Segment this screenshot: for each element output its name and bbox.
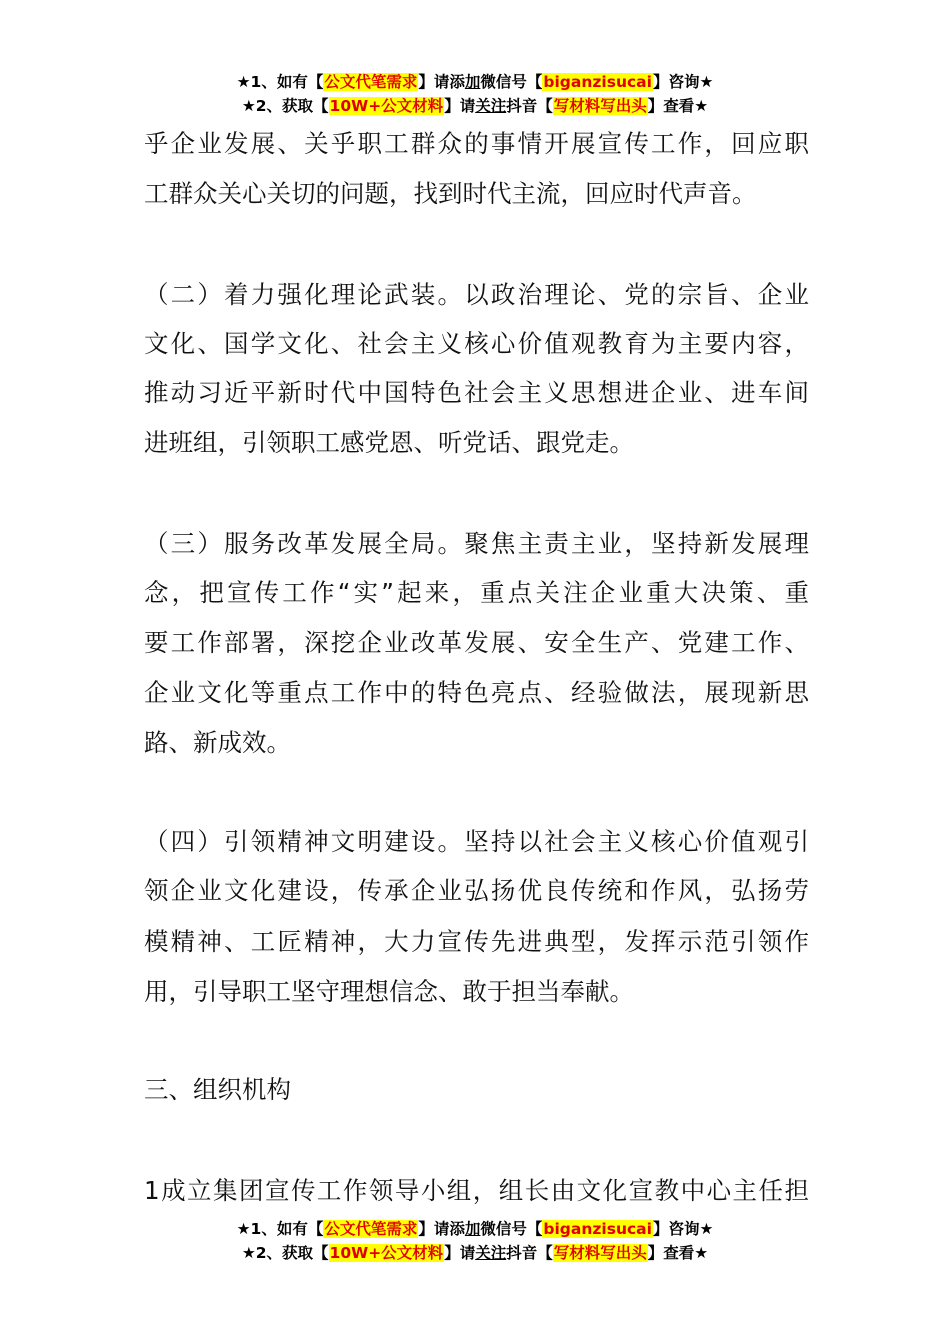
paragraph-line: 企业文化等重点工作中的特色亮点、经验做法，展现新思 <box>144 678 809 707</box>
paragraph-line: 进班组，引领职工感党恩、听党话、跟党走。 <box>144 428 634 457</box>
banner-highlight: 公文代笔需求 <box>324 1220 418 1238</box>
paragraph-line: 路、新成效。 <box>144 728 291 757</box>
bottom-banner <box>0 1217 950 1265</box>
banner-highlight: 写材料写出头 <box>553 1244 647 1262</box>
paragraph-line: 用，引导职工坚守理想信念、敢于担当奉献。 <box>144 977 634 1006</box>
paragraph-line: 推动习近平新时代中国特色社会主义思想进企业、进车间 <box>144 378 809 407</box>
paragraph-line: （三）服务改革发展全局。聚焦主责主业，坚持新发展理 <box>144 529 809 558</box>
banner-text: 微信号【 <box>480 1220 543 1238</box>
paragraph-line: 要工作部署，深挖企业改革发展、安全生产、党建工作、 <box>144 628 809 657</box>
banner-text: 】请添 <box>418 73 465 91</box>
banner-text: 微信号【 <box>480 73 543 91</box>
banner-text: ★1、如有【 <box>236 1220 324 1238</box>
banner-highlight: 写材料写出头 <box>553 97 647 115</box>
banner-text: ★2、获取【 <box>241 1244 329 1262</box>
banner-highlight: biganzisucai <box>543 1220 652 1238</box>
banner-underlined: 加 <box>464 1220 481 1238</box>
paragraph-line: 乎企业发展、关乎职工群众的事情开展宣传工作，回应职 <box>144 129 809 158</box>
banner-text: 】查看★ <box>647 1244 709 1262</box>
banner-underlined: 加 <box>464 73 481 91</box>
paragraph-line: （四）引领精神文明建设。坚持以社会主义核心价值观引 <box>144 827 809 856</box>
top-banner <box>0 70 950 118</box>
banner-text: 】咨询★ <box>652 73 714 91</box>
banner-line-2 <box>0 94 950 118</box>
banner-line-2 <box>0 1241 950 1265</box>
banner-highlight: 10W+公文材料 <box>329 97 444 115</box>
banner-line-1 <box>0 1217 950 1241</box>
paragraph-line: （二）着力强化理论武装。以政治理论、党的宗旨、企业 <box>144 280 809 309</box>
banner-underlined: 关注 <box>475 97 507 115</box>
banner-text: ★2、获取【 <box>241 97 329 115</box>
banner-underlined: 关注 <box>475 1244 507 1262</box>
banner-highlight: biganzisucai <box>543 73 652 91</box>
banner-text: 】查看★ <box>647 97 709 115</box>
banner-text: 】请 <box>444 1244 476 1262</box>
banner-line-1 <box>0 70 950 94</box>
banner-text: 抖音【 <box>506 97 553 115</box>
banner-text: 】咨询★ <box>652 1220 714 1238</box>
paragraph-line: 工群众关心关切的问题，找到时代主流，回应时代声音。 <box>144 179 757 208</box>
banner-text: 】请添 <box>418 1220 465 1238</box>
banner-text: 】请 <box>444 97 476 115</box>
banner-text: 抖音【 <box>506 1244 553 1262</box>
section-heading: 三、组织机构 <box>144 1075 291 1104</box>
banner-text: ★1、如有【 <box>236 73 324 91</box>
paragraph-line: 模精神、工匠精神，大力宣传先进典型，发挥示范引领作 <box>144 927 809 956</box>
banner-highlight: 10W+公文材料 <box>329 1244 444 1262</box>
paragraph-line: 1成立集团宣传工作领导小组，组长由文化宣教中心主任担 <box>144 1176 809 1205</box>
paragraph-line: 念，把宣传工作“实”起来，重点关注企业重大决策、重 <box>144 578 809 607</box>
paragraph-line: 文化、国学文化、社会主义核心价值观教育为主要内容， <box>144 329 809 358</box>
paragraph-line: 领企业文化建设，传承企业弘扬优良传统和作风，弘扬劳 <box>144 876 809 905</box>
banner-highlight: 公文代笔需求 <box>324 73 418 91</box>
